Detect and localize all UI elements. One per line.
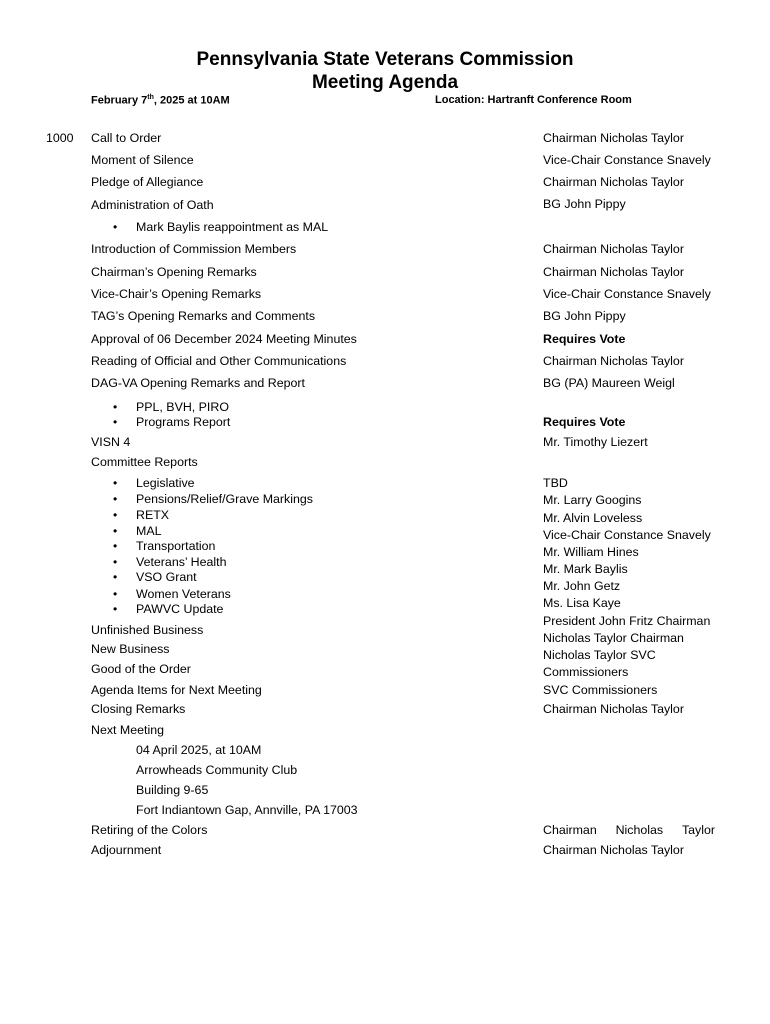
requires-vote-label: Requires Vote xyxy=(543,332,626,346)
agenda-item-dag-va: DAG-VA Opening Remarks and Report xyxy=(91,376,305,390)
committee-presenter: Nicholas Taylor Chairman xyxy=(543,631,684,645)
agenda-item-retiring-colors: Retiring of the Colors xyxy=(91,823,208,837)
agenda-item-approval: Approval of 06 December 2024 Meeting Minutes xyxy=(91,332,357,346)
presenter: BG (PA) Maureen Weigl xyxy=(543,376,675,390)
bullet-icon: • xyxy=(113,476,118,490)
agenda-item-tag-remarks: TAG’s Opening Remarks and Comments xyxy=(91,309,316,323)
agenda-item-closing: Closing Remarks xyxy=(91,702,186,716)
requires-vote-label: Requires Vote xyxy=(543,415,626,429)
dag-va-subitem: PPL, BVH, PIRO xyxy=(136,400,229,414)
presenter: Mr. Timothy Liezert xyxy=(543,435,648,449)
document-subtitle: Meeting Agenda xyxy=(311,72,459,93)
agenda-item-reading: Reading of Official and Other Communications xyxy=(91,354,347,368)
presenter: Chairman Nicholas Taylor xyxy=(543,843,684,857)
presenter: BG John Pippy xyxy=(543,309,626,323)
bullet-icon: • xyxy=(113,539,118,553)
presenter: Vice-Chair Constance Snavely xyxy=(543,153,711,167)
presenter: Chairman Nicholas Taylor xyxy=(543,265,684,279)
agenda-item-next-meeting: Next Meeting xyxy=(91,723,165,737)
committee-subitem: Veterans’ Health xyxy=(136,555,227,569)
committee-presenter: Ms. Lisa Kaye xyxy=(543,596,621,610)
committee-subitem: Transportation xyxy=(136,539,216,553)
presenter: Chairman Nicholas Taylor xyxy=(543,175,684,189)
bullet-icon: • xyxy=(113,587,118,601)
committee-presenter: Mr. Alvin Loveless xyxy=(543,511,643,525)
next-meeting-date: 04 April 2025, at 10AM xyxy=(136,743,262,757)
committee-subitem: RETX xyxy=(136,508,170,522)
agenda-item-committee-reports: Committee Reports xyxy=(91,455,198,469)
bullet-icon: • xyxy=(113,602,118,616)
agenda-item-good-of-order: Good of the Order xyxy=(91,662,191,676)
meeting-date: February 7th, 2025 at 10AM xyxy=(91,94,230,107)
bullet-icon: • xyxy=(113,492,118,506)
agenda-item-visn: VISN 4 xyxy=(91,435,131,449)
committee-presenter: Mr. Mark Baylis xyxy=(543,562,628,576)
bullet-icon: • xyxy=(113,400,118,414)
dag-va-subitem: Programs Report xyxy=(136,415,231,429)
presenter: Chairman Nicholas Taylor xyxy=(543,242,684,256)
document-title: Pennsylvania State Veterans Commission xyxy=(196,49,574,70)
start-time: 1000 xyxy=(46,131,74,145)
agenda-item-vice-chair-remarks: Vice-Chair’s Opening Remarks xyxy=(91,287,262,301)
committee-subitem: PAWVC Update xyxy=(136,602,224,616)
committee-presenter: President John Fritz Chairman xyxy=(543,614,711,628)
bullet-icon: • xyxy=(113,555,118,569)
agenda-item-unfinished-business: Unfinished Business xyxy=(91,623,204,637)
committee-subitem: Legislative xyxy=(136,476,195,490)
agenda-item-moment-of-silence: Moment of Silence xyxy=(91,153,194,167)
committee-presenter: Chairman Nicholas Taylor xyxy=(543,702,684,716)
agenda-item-next-items: Agenda Items for Next Meeting xyxy=(91,683,262,697)
committee-presenter: Mr. John Getz xyxy=(543,579,621,593)
committee-subitem: Pensions/Relief/Grave Markings xyxy=(136,492,313,506)
agenda-item-oath: Administration of Oath xyxy=(91,198,214,212)
agenda-item-pledge: Pledge of Allegiance xyxy=(91,175,204,189)
agenda-item-new-business: New Business xyxy=(91,642,170,656)
agenda-item-introduction: Introduction of Commission Members xyxy=(91,242,297,256)
presenter: Chairman Nicholas Taylor xyxy=(543,354,684,368)
next-meeting-building: Building 9-65 xyxy=(136,783,209,797)
meeting-location: Location: Hartranft Conference Room xyxy=(435,94,632,106)
committee-presenter: Nicholas Taylor SVC xyxy=(543,648,656,662)
committee-presenter: Commissioners xyxy=(543,665,629,679)
agenda-item-call-to-order: Call to Order xyxy=(91,131,162,145)
oath-subitem: Mark Baylis reappointment as MAL xyxy=(136,220,329,234)
retiring-presenter: Chairman Nicholas Taylor xyxy=(543,823,715,837)
committee-presenter: Mr. Larry Googins xyxy=(543,493,642,507)
committee-presenter: Vice-Chair Constance Snavely xyxy=(543,528,711,542)
presenter: BG John Pippy xyxy=(543,197,626,211)
committee-presenter: Mr. William Hines xyxy=(543,545,639,559)
committee-presenter: TBD xyxy=(543,476,568,490)
presenter: Chairman Nicholas Taylor xyxy=(543,131,684,145)
bullet-icon: • xyxy=(113,415,118,429)
committee-presenter: SVC Commissioners xyxy=(543,683,658,697)
next-meeting-venue: Arrowheads Community Club xyxy=(136,763,298,777)
bullet-icon: • xyxy=(113,524,118,538)
bullet-icon: • xyxy=(113,570,118,584)
agenda-item-adjournment: Adjournment xyxy=(91,843,162,857)
committee-subitem: MAL xyxy=(136,524,162,538)
presenter: Vice-Chair Constance Snavely xyxy=(543,287,711,301)
committee-subitem: VSO Grant xyxy=(136,570,197,584)
bullet-icon: • xyxy=(113,220,118,234)
committee-subitem: Women Veterans xyxy=(136,587,231,601)
agenda-item-chairman-remarks: Chairman’s Opening Remarks xyxy=(91,265,257,279)
next-meeting-address: Fort Indiantown Gap, Annville, PA 17003 xyxy=(136,803,358,817)
bullet-icon: • xyxy=(113,508,118,522)
